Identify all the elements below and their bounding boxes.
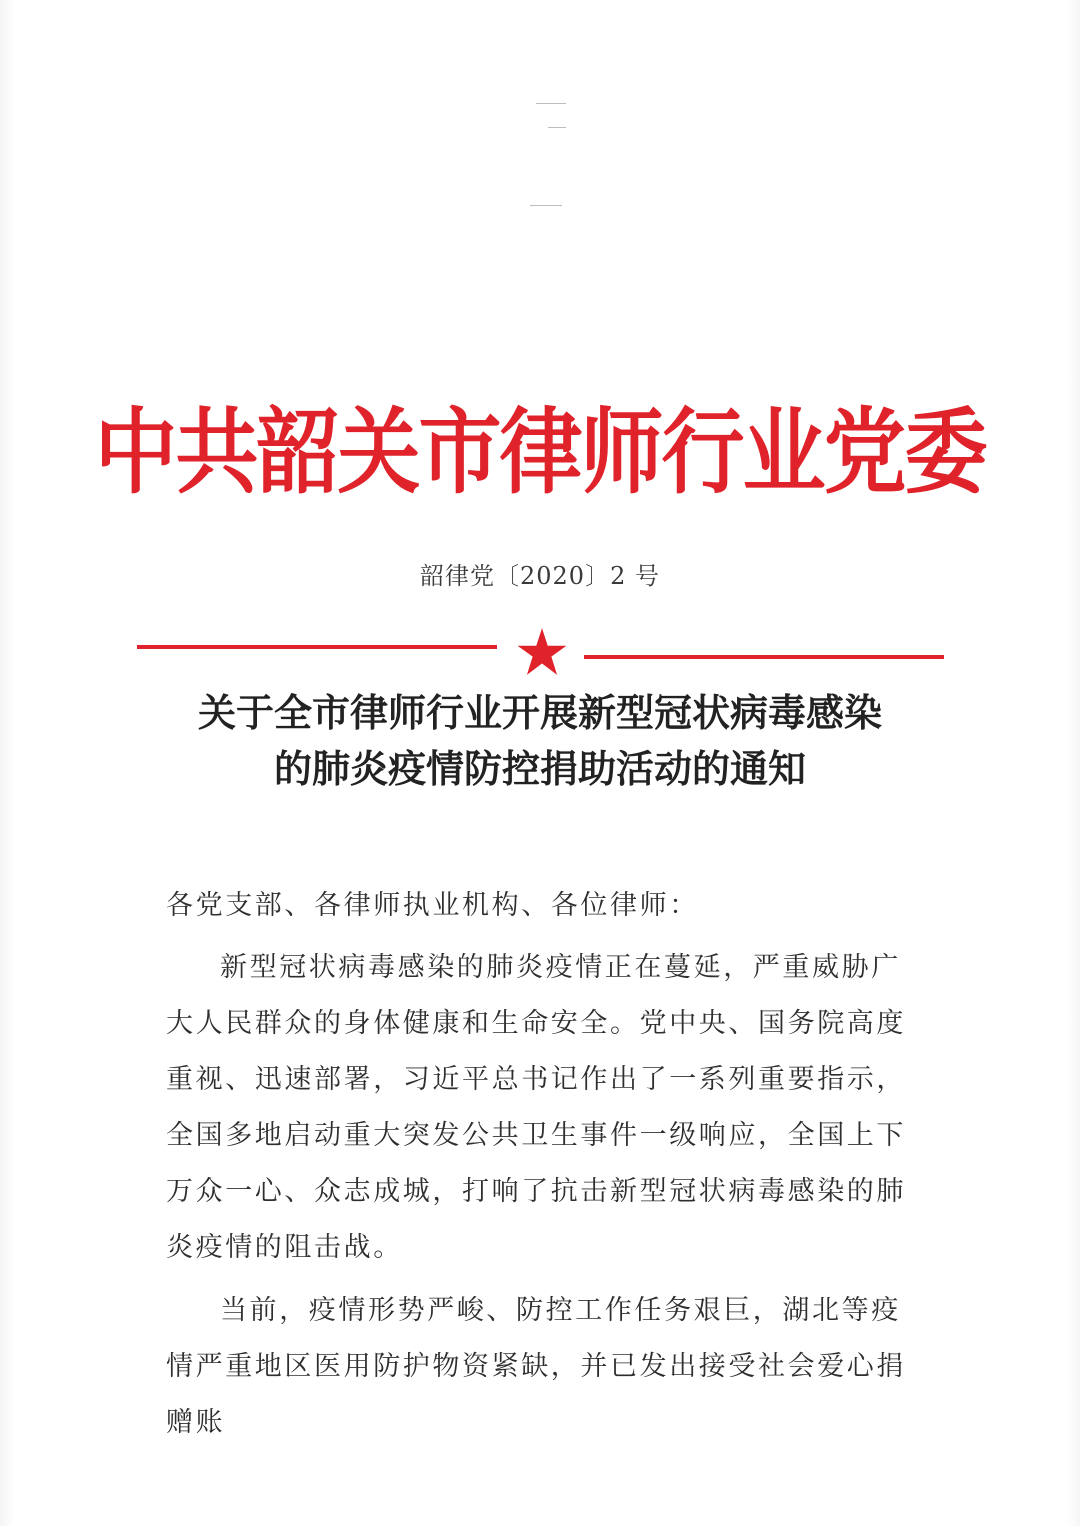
issuing-organization: 中共韶关市律师行业党委 bbox=[94, 397, 986, 507]
notice-title-line-2: 的肺炎疫情防控捐助活动的通知 bbox=[273, 747, 806, 791]
document-number: 韶律党〔2020〕2 号 bbox=[420, 562, 660, 590]
body-paragraph-1: 新型冠状病毒感染的肺炎疫情正在蔓延，严重威胁广大人民群众的身体健康和生命安全。党中央、国务院高度重视、迅速部署，习近平总书记作出了一系列重要指示，全国多地启动重大突发公共卫生事件一级响应，全国上下万众一心、众志成城，打响了抗击新型冠状病毒感染的肺炎疫情的阻击战。 bbox=[166, 952, 906, 1263]
notice-title-line-1: 关于全市律师行业开展新型冠状病毒感染 bbox=[197, 691, 882, 735]
body-paragraph-2: 当前，疫情形势严峻、防控工作任务艰巨，湖北等疫情严重地区医用防护物资紧缺，并已发出接受社会爱心捐赠账 bbox=[166, 1295, 906, 1438]
divider-rule-left bbox=[137, 645, 497, 649]
star-icon bbox=[516, 626, 568, 678]
scan-speck bbox=[536, 103, 566, 104]
scan-speck bbox=[548, 127, 566, 128]
salutation: 各党支部、各律师执业机构、各位律师： bbox=[166, 890, 699, 921]
divider-rule-right bbox=[584, 655, 944, 659]
scan-speck bbox=[530, 205, 562, 206]
